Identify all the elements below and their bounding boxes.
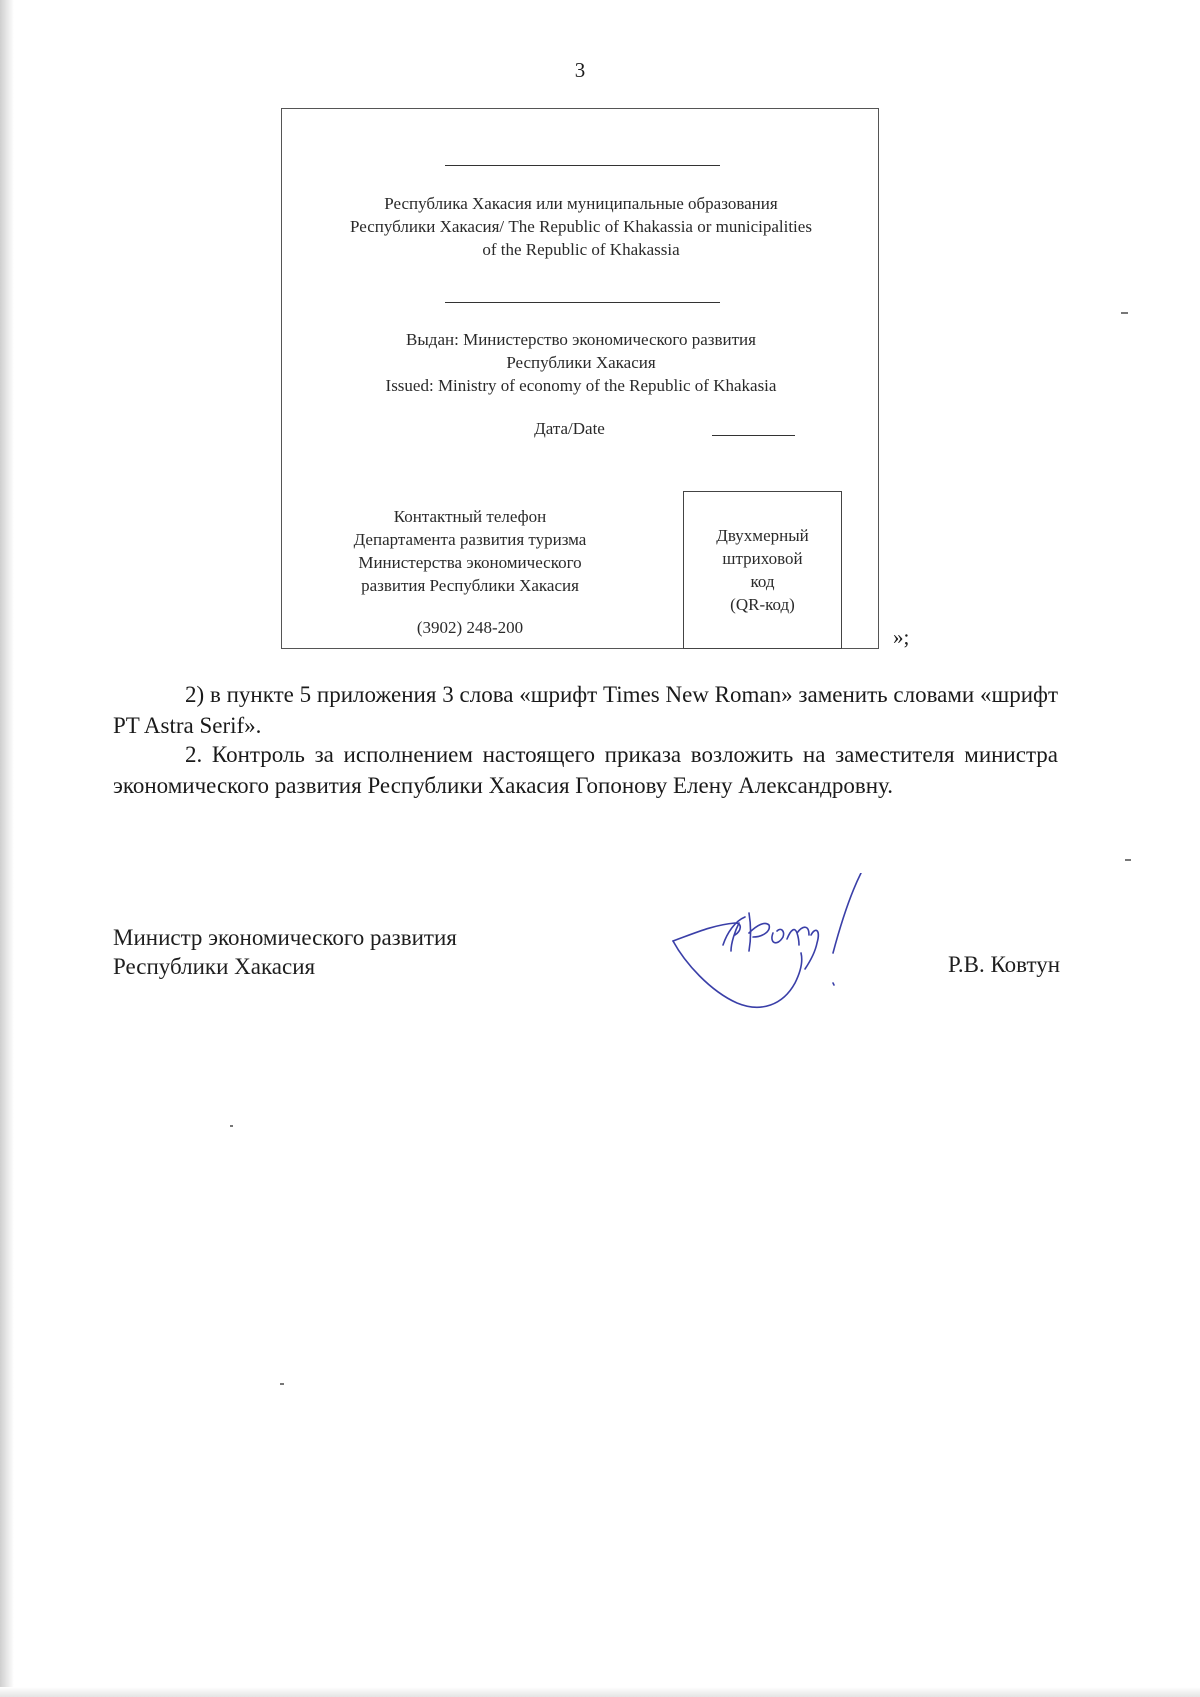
paragraph-control: 2. Контроль за исполнением настоящего приказа возложить на заместителя министра экономического развития Республики Хакасия Гопонову Елену Александровну. [113,742,1058,798]
contact-line: Контактный телефон [393,507,547,526]
qr-line: (QR-код) [730,595,795,614]
issued-line: Выдан: Министерство экономического развития [406,330,756,349]
issued-text [282,328,880,397]
scan-edge-bottom [0,1687,1200,1697]
contact-line: Департамента развития туризма [353,530,587,549]
blank-line-middle [445,302,720,303]
contact-text [300,505,640,597]
contact-line: Министерства экономического [358,553,582,572]
region-line: Республики Хакасия/ The Republic of Khakassia or municipalities [350,217,812,236]
date-label: Дата/Date [534,419,605,438]
certificate-template-box [281,108,879,649]
region-line: Республика Хакасия или муниципальные образования [384,194,778,213]
scan-edge-left [0,0,14,1697]
signatory-position-line: Министр экономического развития [113,925,457,950]
region-line: of the Republic of Khakassia [482,240,680,259]
qr-line: Двухмерный [716,526,809,545]
date-blank-line [712,435,795,436]
issued-line: Issued: Ministry of economy of the Republic of Khakasia [385,376,777,395]
contact-phone: (3902) 248-200 [416,618,524,637]
qr-line: код [750,572,775,591]
issued-line: Республики Хакасия [506,353,656,372]
page-number: 3 [574,58,586,82]
signatory-position-line: Республики Хакасия [113,954,316,979]
blank-line-top [445,165,720,166]
qr-line: штриховой [722,549,803,568]
closing-quote: »; [893,625,910,649]
handwritten-signature [665,873,890,1015]
qr-code-placeholder [683,491,842,649]
signatory-position [113,923,593,981]
paragraph-item-2: 2) в пункте 5 приложения 3 слова «шрифт Times New Roman» заменить словами «шрифт PT Astra Serif». [113,682,1058,738]
signatory-name: Р.В. Ковтун [947,952,1060,977]
region-text [282,192,880,261]
contact-line: развития Республики Хакасия [361,576,579,595]
